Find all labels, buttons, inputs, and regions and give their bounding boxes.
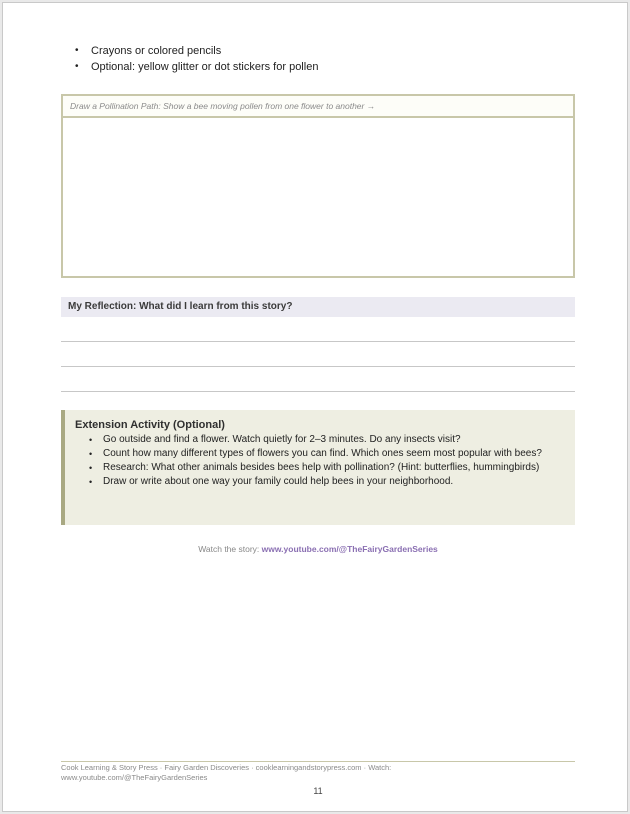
reflection-heading: My Reflection: What did I learn from this story?: [61, 297, 575, 317]
youtube-link[interactable]: www.youtube.com/@TheFairyGardenSeries: [261, 544, 438, 554]
extension-list: [75, 434, 565, 488]
drawing-box: [61, 94, 575, 278]
watch-prefix: Watch the story:: [198, 544, 262, 554]
list-item: • Crayons or colored pencils: [75, 43, 318, 59]
materials-list: [75, 43, 318, 75]
watch-line: [3, 544, 630, 554]
extension-title: Extension Activity (Optional): [75, 419, 225, 431]
writing-line[interactable]: [61, 341, 575, 342]
page-number: 11: [313, 786, 323, 796]
writing-line[interactable]: [61, 366, 575, 367]
writing-line[interactable]: [61, 391, 575, 392]
list-item: • Draw or write about one way your family could help bees in your neighborhood.: [89, 476, 565, 488]
extension-activity-box: [61, 410, 575, 525]
drawing-area[interactable]: [63, 118, 573, 276]
list-item: • Count how many different types of flowers you can find. Which ones seem most popular with bees?: [89, 448, 565, 460]
footer-text: Cook Learning & Story Press · Fairy Garden Discoveries · cooklearningandstorypress.com · Watch: www.youtube.com/@TheFairyGardenSeries: [61, 763, 392, 782]
document-page: [2, 2, 628, 812]
list-item: • Research: What other animals besides bees help with pollination? (Hint: butterflies, hummingbirds): [89, 462, 565, 474]
list-item: • Optional: yellow glitter or dot stickers for pollen: [75, 59, 318, 75]
footer-divider: [61, 761, 575, 762]
list-item: • Go outside and find a flower. Watch quietly for 2–3 minutes. Do any insects visit?: [89, 434, 565, 446]
drawing-caption: Draw a Pollination Path: Show a bee moving pollen from one flower to another →: [63, 96, 573, 118]
